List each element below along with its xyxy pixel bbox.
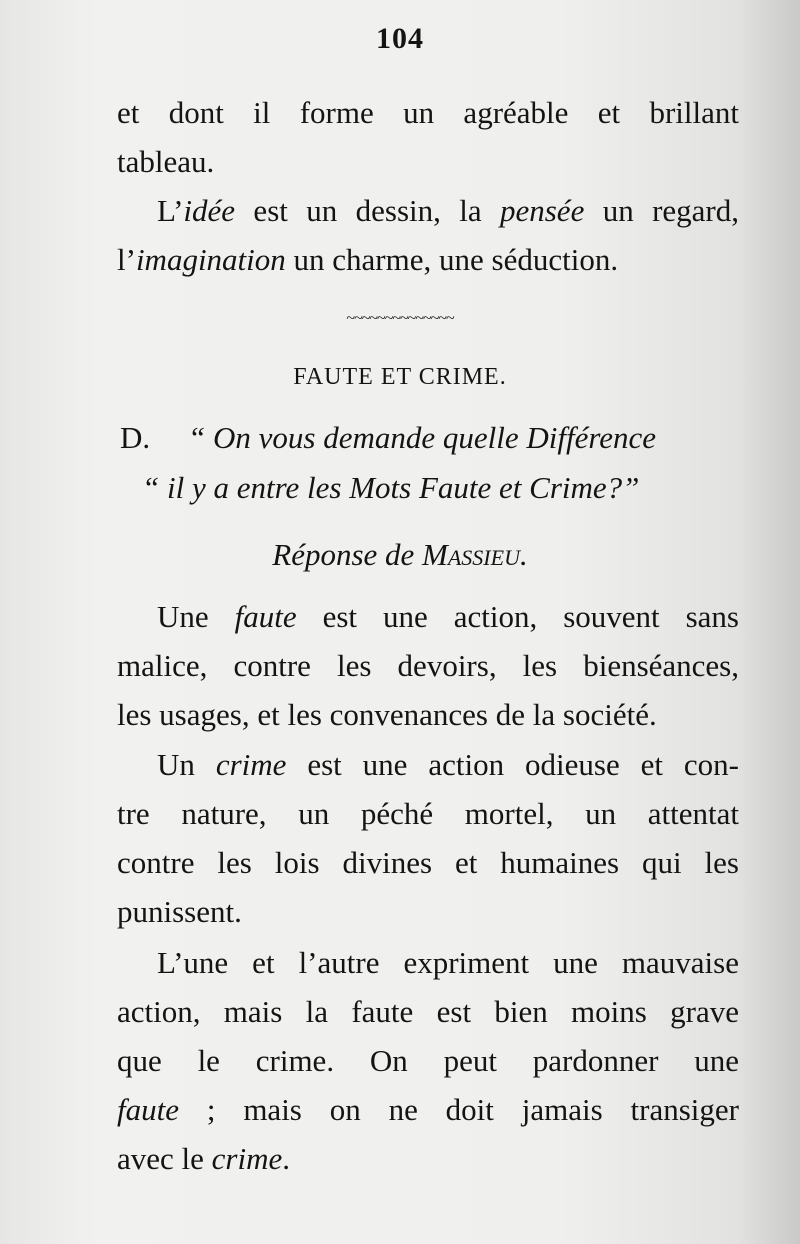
text-line xyxy=(117,235,739,284)
question-prefix: D. xyxy=(120,420,151,455)
paragraph-4 xyxy=(117,740,739,936)
text-run: . xyxy=(282,1141,290,1176)
text-run: avec le xyxy=(117,1141,212,1176)
text-line: et dont il forme un agréable et brillant xyxy=(117,95,739,130)
italic-term: imagination xyxy=(135,242,286,277)
text-run: est un dessin, la xyxy=(235,193,500,228)
text-line: punissent. xyxy=(117,894,242,929)
text-line: L’une et l’autre expriment une mauvaise xyxy=(157,945,739,980)
italic-term: crime xyxy=(215,747,287,782)
text-run: L’ xyxy=(157,193,184,228)
text-line xyxy=(117,1085,739,1134)
ornamental-divider: ~~~~~~~~~~~~~~ xyxy=(346,310,454,327)
text-line: tableau. xyxy=(117,144,215,179)
text-run: Un xyxy=(157,747,216,782)
text-line: action, mais la faute est bien moins grave xyxy=(117,994,739,1029)
text-line: tre nature, un péché mortel, un attentat xyxy=(117,796,739,831)
text-run: est une action odieuse et con- xyxy=(286,747,740,782)
question-line-2: “ il y a entre les Mots Faute et Crime?” xyxy=(142,470,640,505)
text-line: malice, contre les devoirs, les bienséances, xyxy=(117,648,739,683)
paragraph-3 xyxy=(117,592,739,739)
text-line xyxy=(117,592,739,641)
text-line: contre les lois divines et humaines qui les xyxy=(117,845,739,880)
page-number: 104 xyxy=(376,22,424,55)
paragraph-5 xyxy=(117,938,739,1183)
italic-term: crime xyxy=(211,1141,283,1176)
text-run: est une action, souvent sans xyxy=(296,599,739,634)
text-run: ; mais on ne doit jamais transiger xyxy=(179,1092,739,1127)
section-heading: FAUTE ET CRIME. xyxy=(293,364,507,390)
text-line xyxy=(117,740,739,789)
italic-term: faute xyxy=(117,1092,179,1127)
italic-term: faute xyxy=(234,599,297,634)
answer-title xyxy=(0,537,800,573)
paragraph-2 xyxy=(117,186,739,284)
text-run: un regard, xyxy=(584,193,739,228)
text-run: Réponse de xyxy=(272,537,423,572)
text-line xyxy=(117,186,739,235)
italic-term: idée xyxy=(183,193,236,228)
text-run: un charme, une séduction. xyxy=(285,242,619,277)
text-run: Une xyxy=(157,599,235,634)
italic-term: pensée xyxy=(499,193,585,228)
text-line: que le crime. On peut pardonner une xyxy=(117,1043,739,1078)
text-line xyxy=(117,1134,739,1183)
text-run: l’ xyxy=(117,242,136,277)
text-line: les usages, et les convenances de la société. xyxy=(117,697,657,732)
question-line-1: “ On vous demande quelle Différence xyxy=(188,420,657,455)
paragraph-1 xyxy=(117,88,739,186)
author-name: Massieu. xyxy=(422,537,528,572)
